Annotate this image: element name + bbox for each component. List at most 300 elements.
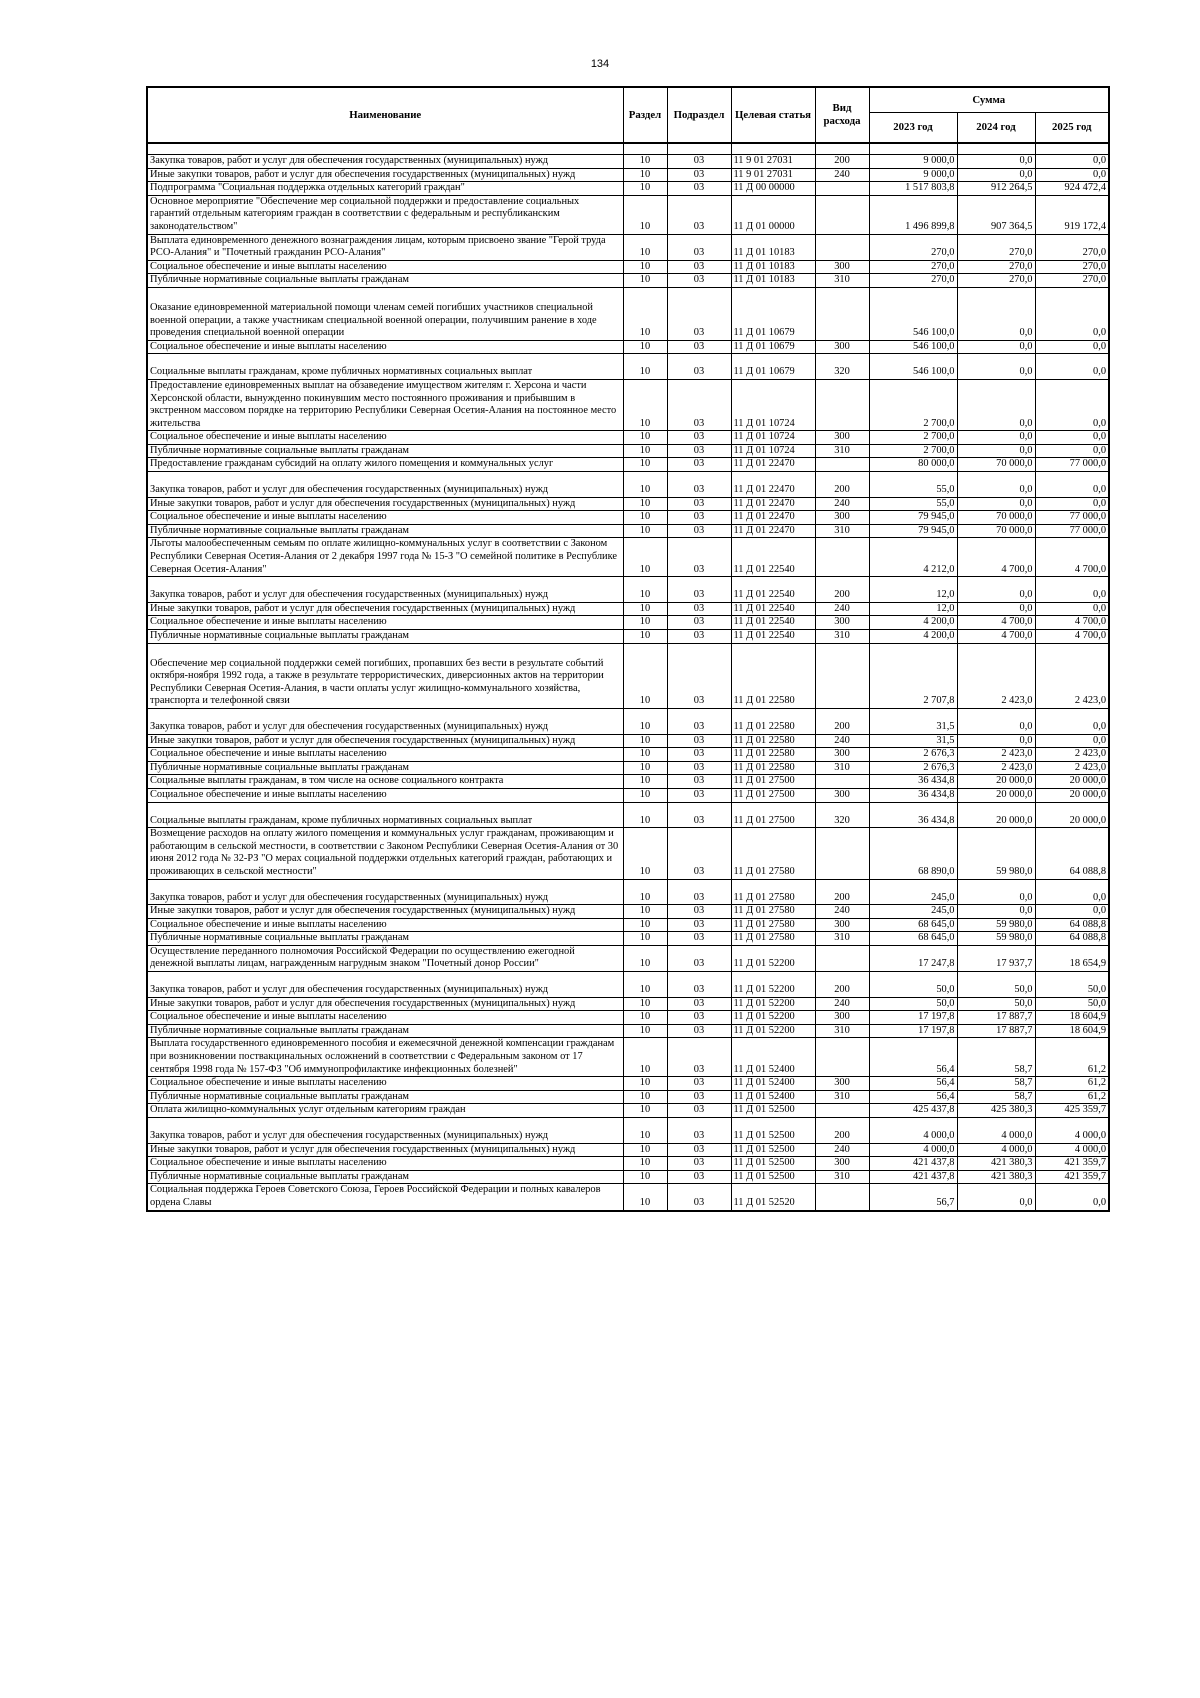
cell-target: 11 Д 01 27500	[731, 802, 815, 828]
cell-name: Иные закупки товаров, работ и услуг для обеспечения государственных (муниципальных) нужд	[147, 168, 623, 182]
cell-subsection: 03	[667, 1077, 731, 1091]
cell-expense-type: 200	[815, 472, 869, 498]
cell-2024: 59 980,0	[957, 932, 1035, 946]
cell-2023: 56,4	[869, 1038, 957, 1077]
cell-2025: 0,0	[1035, 577, 1109, 603]
cell-target: 11 Д 01 10183	[731, 234, 815, 260]
cell-target: 11 9 01 27031	[731, 168, 815, 182]
cell-section: 10	[623, 168, 667, 182]
table-row	[147, 997, 1109, 1011]
table-row	[147, 234, 1109, 260]
cell-name: Социальное обеспечение и иные выплаты населению	[147, 260, 623, 274]
cell-subsection: 03	[667, 630, 731, 644]
cell-2024: 0,0	[957, 602, 1035, 616]
cell-name: Социальные выплаты гражданам, кроме публичных нормативных социальных выплат	[147, 802, 623, 828]
cell-2025: 64 088,8	[1035, 932, 1109, 946]
cell-2025: 0,0	[1035, 1184, 1109, 1211]
cell-expense-type	[815, 1104, 869, 1118]
cell-2025: 20 000,0	[1035, 802, 1109, 828]
cell-2023: 1 496 899,8	[869, 195, 957, 234]
cell-expense-type	[815, 379, 869, 430]
cell-2024: 70 000,0	[957, 524, 1035, 538]
cell-subsection: 03	[667, 1011, 731, 1025]
cell-2024: 20 000,0	[957, 788, 1035, 802]
cell-subsection: 03	[667, 643, 731, 708]
cell-2025: 4 000,0	[1035, 1143, 1109, 1157]
cell-subsection: 03	[667, 918, 731, 932]
cell-target: 11 Д 01 10183	[731, 274, 815, 288]
cell-2025: 4 700,0	[1035, 630, 1109, 644]
cell-2024: 0,0	[957, 379, 1035, 430]
cell-subsection: 03	[667, 168, 731, 182]
header-name: Наименование	[147, 87, 623, 143]
cell-section: 10	[623, 1170, 667, 1184]
cell-2023: 425 437,8	[869, 1104, 957, 1118]
cell-section: 10	[623, 616, 667, 630]
cell-2025: 64 088,8	[1035, 918, 1109, 932]
cell-2025: 18 604,9	[1035, 1024, 1109, 1038]
cell-target: 11 Д 01 52500	[731, 1118, 815, 1144]
table-row	[147, 828, 1109, 879]
table-row	[147, 472, 1109, 498]
cell-2025: 270,0	[1035, 260, 1109, 274]
cell-2023: 2 676,3	[869, 748, 957, 762]
cell-expense-type	[815, 828, 869, 879]
cell-expense-type: 300	[815, 748, 869, 762]
cell-2024: 2 423,0	[957, 643, 1035, 708]
cell-subsection: 03	[667, 1170, 731, 1184]
cell-name: Социальные выплаты гражданам, кроме публичных нормативных социальных выплат	[147, 354, 623, 380]
cell-target: 11 Д 01 27580	[731, 828, 815, 879]
cell-target: 11 Д 01 52500	[731, 1170, 815, 1184]
cell-section: 10	[623, 274, 667, 288]
cell-2025: 77 000,0	[1035, 524, 1109, 538]
cell-2025: 0,0	[1035, 155, 1109, 169]
cell-name: Возмещение расходов на оплату жилого помещения и коммунальных услуг гражданам, проживающим и работающим в сельской местности, в соответствии с Законом Республики Северная Осетия-Алания от 30 июня 2012 года № 32-РЗ "О мерах социальной поддержки отдельных категорий граждан, работающих и проживающих в сельской местности"	[147, 828, 623, 879]
table-row	[147, 354, 1109, 380]
cell-2024: 0,0	[957, 431, 1035, 445]
cell-subsection: 03	[667, 497, 731, 511]
cell-expense-type: 320	[815, 354, 869, 380]
cell-name: Закупка товаров, работ и услуг для обеспечения государственных (муниципальных) нужд	[147, 155, 623, 169]
cell-2023: 17 197,8	[869, 1024, 957, 1038]
cell-2025: 18 604,9	[1035, 1011, 1109, 1025]
cell-section: 10	[623, 602, 667, 616]
table-row	[147, 879, 1109, 905]
cell-2024: 4 700,0	[957, 538, 1035, 577]
table-row	[147, 287, 1109, 340]
cell-section: 10	[623, 1118, 667, 1144]
cell-target: 11 Д 01 22540	[731, 602, 815, 616]
cell-target: 11 Д 01 10724	[731, 379, 815, 430]
cell-2025: 0,0	[1035, 708, 1109, 734]
cell-2023: 68 645,0	[869, 932, 957, 946]
cell-expense-type	[815, 643, 869, 708]
table-row	[147, 945, 1109, 971]
cell-2025: 20 000,0	[1035, 775, 1109, 789]
cell-2024: 20 000,0	[957, 802, 1035, 828]
cell-expense-type: 310	[815, 932, 869, 946]
cell-subsection: 03	[667, 802, 731, 828]
cell-target: 11 Д 01 52500	[731, 1104, 815, 1118]
cell-name: Закупка товаров, работ и услуг для обеспечения государственных (муниципальных) нужд	[147, 708, 623, 734]
cell-expense-type: 310	[815, 444, 869, 458]
cell-section: 10	[623, 905, 667, 919]
cell-2023: 56,7	[869, 1184, 957, 1211]
cell-target: 11 Д 01 22540	[731, 616, 815, 630]
cell-section: 10	[623, 734, 667, 748]
cell-section: 10	[623, 354, 667, 380]
cell-2023: 4 000,0	[869, 1143, 957, 1157]
cell-subsection: 03	[667, 828, 731, 879]
cell-expense-type: 310	[815, 1090, 869, 1104]
cell-2025: 2 423,0	[1035, 761, 1109, 775]
cell-section: 10	[623, 497, 667, 511]
cell-subsection: 03	[667, 879, 731, 905]
cell-section: 10	[623, 918, 667, 932]
cell-name: Льготы малообеспеченным семьям по оплате жилищно-коммунальных услуг в соответствии с Законом Республики Северная Осетия-Алания от 2 декабря 1997 года № 15-З "О семейной политике в Республике Северная Осетия-Алания"	[147, 538, 623, 577]
cell-name: Основное мероприятие "Обеспечение мер социальной поддержки и предоставление социальных гарантий отдельным категориям граждан в соответствии с федеральным и республиканским законодательством"	[147, 195, 623, 234]
cell-2024: 4 700,0	[957, 630, 1035, 644]
cell-2025: 0,0	[1035, 472, 1109, 498]
cell-2023: 546 100,0	[869, 340, 957, 354]
cell-target: 11 Д 01 52200	[731, 972, 815, 998]
cell-name: Публичные нормативные социальные выплаты гражданам	[147, 524, 623, 538]
cell-subsection: 03	[667, 905, 731, 919]
cell-subsection: 03	[667, 444, 731, 458]
cell-2024: 0,0	[957, 472, 1035, 498]
cell-expense-type	[815, 234, 869, 260]
cell-name: Социальные выплаты гражданам, в том числе на основе социального контракта	[147, 775, 623, 789]
cell-name: Иные закупки товаров, работ и услуг для обеспечения государственных (муниципальных) нужд	[147, 602, 623, 616]
table-row	[147, 1184, 1109, 1211]
table-row	[147, 431, 1109, 445]
cell-2024: 270,0	[957, 274, 1035, 288]
cell-2023: 55,0	[869, 497, 957, 511]
cell-2023: 2 676,3	[869, 761, 957, 775]
cell-2024: 17 887,7	[957, 1011, 1035, 1025]
cell-section: 10	[623, 1143, 667, 1157]
cell-subsection: 03	[667, 195, 731, 234]
table-row	[147, 155, 1109, 169]
cell-2024: 0,0	[957, 734, 1035, 748]
cell-name: Закупка товаров, работ и услуг для обеспечения государственных (муниципальных) нужд	[147, 1118, 623, 1144]
cell-2025: 0,0	[1035, 340, 1109, 354]
cell-subsection: 03	[667, 538, 731, 577]
header-2024: 2024 год	[957, 113, 1035, 143]
cell-2024: 59 980,0	[957, 828, 1035, 879]
table-row	[147, 497, 1109, 511]
table-row	[147, 182, 1109, 196]
cell-target: 11 Д 01 52400	[731, 1038, 815, 1077]
cell-2025: 50,0	[1035, 972, 1109, 998]
cell-2025: 0,0	[1035, 905, 1109, 919]
cell-subsection: 03	[667, 577, 731, 603]
cell-section: 10	[623, 828, 667, 879]
cell-section: 10	[623, 1024, 667, 1038]
cell-section: 10	[623, 472, 667, 498]
cell-section: 10	[623, 195, 667, 234]
table-header	[147, 87, 1109, 143]
cell-target: 11 Д 01 22580	[731, 708, 815, 734]
cell-name: Предоставление единовременных выплат на обзаведение имуществом жителям г. Херсона и части Херсонской области, вынужденно покинувшим место постоянного проживания и прибывшим в экстренном массовом порядке на территорию Республики Северная Осетия-Алания на постоянное место жительства	[147, 379, 623, 430]
cell-2024: 2 423,0	[957, 761, 1035, 775]
cell-subsection: 03	[667, 1024, 731, 1038]
table-row	[147, 905, 1109, 919]
cell-2023: 546 100,0	[869, 287, 957, 340]
cell-target: 11 Д 01 22470	[731, 458, 815, 472]
cell-expense-type: 300	[815, 340, 869, 354]
cell-2023: 56,4	[869, 1077, 957, 1091]
cell-expense-type	[815, 458, 869, 472]
cell-expense-type: 300	[815, 1157, 869, 1171]
cell-section: 10	[623, 708, 667, 734]
cell-target: 11 Д 01 27580	[731, 879, 815, 905]
cell-2024: 0,0	[957, 1184, 1035, 1211]
cell-subsection: 03	[667, 511, 731, 525]
cell-section: 10	[623, 182, 667, 196]
cell-2024: 0,0	[957, 497, 1035, 511]
cell-2024: 0,0	[957, 354, 1035, 380]
cell-2023: 36 434,8	[869, 788, 957, 802]
cell-2024: 50,0	[957, 997, 1035, 1011]
table-row	[147, 458, 1109, 472]
cell-expense-type	[815, 1038, 869, 1077]
header-section: Раздел	[623, 87, 667, 143]
cell-expense-type: 310	[815, 630, 869, 644]
cell-subsection: 03	[667, 260, 731, 274]
cell-2024: 4 700,0	[957, 616, 1035, 630]
cell-2024: 0,0	[957, 905, 1035, 919]
cell-2023: 31,5	[869, 734, 957, 748]
cell-target: 11 Д 01 27500	[731, 775, 815, 789]
cell-2025: 0,0	[1035, 444, 1109, 458]
cell-2025: 77 000,0	[1035, 458, 1109, 472]
cell-expense-type	[815, 538, 869, 577]
table-row	[147, 1011, 1109, 1025]
cell-2025: 924 472,4	[1035, 182, 1109, 196]
table-row	[147, 748, 1109, 762]
cell-2025: 0,0	[1035, 497, 1109, 511]
cell-name: Публичные нормативные социальные выплаты гражданам	[147, 444, 623, 458]
cell-subsection: 03	[667, 379, 731, 430]
cell-name: Выплата государственного единовременного пособия и ежемесячной денежной компенсации гражданам при возникновении поствакцинальных осложнений в соответствии с Федеральным законом от 17 сентября 1998 года № 157-ФЗ "Об иммунопрофилактике инфекционных болезней"	[147, 1038, 623, 1077]
cell-name: Оплата жилищно-коммунальных услуг отдельным категориям граждан	[147, 1104, 623, 1118]
table-row	[147, 1024, 1109, 1038]
cell-2023: 55,0	[869, 472, 957, 498]
cell-2025: 77 000,0	[1035, 511, 1109, 525]
table-row	[147, 1170, 1109, 1184]
cell-2024: 0,0	[957, 879, 1035, 905]
cell-section: 10	[623, 748, 667, 762]
cell-name: Публичные нормативные социальные выплаты гражданам	[147, 630, 623, 644]
cell-2024: 58,7	[957, 1077, 1035, 1091]
cell-subsection: 03	[667, 775, 731, 789]
cell-target: 11 Д 00 00000	[731, 182, 815, 196]
cell-2023: 50,0	[869, 972, 957, 998]
cell-expense-type: 310	[815, 1170, 869, 1184]
cell-2023: 2 707,8	[869, 643, 957, 708]
cell-subsection: 03	[667, 788, 731, 802]
cell-expense-type: 200	[815, 972, 869, 998]
cell-2023: 2 700,0	[869, 444, 957, 458]
cell-2024: 421 380,3	[957, 1170, 1035, 1184]
cell-target: 11 Д 01 00000	[731, 195, 815, 234]
cell-expense-type: 200	[815, 155, 869, 169]
cell-expense-type: 300	[815, 788, 869, 802]
cell-target: 11 Д 01 27580	[731, 905, 815, 919]
header-2023: 2023 год	[869, 113, 957, 143]
cell-expense-type: 300	[815, 918, 869, 932]
cell-expense-type: 300	[815, 511, 869, 525]
table-row	[147, 788, 1109, 802]
cell-target: 11 Д 01 22540	[731, 577, 815, 603]
cell-name: Публичные нормативные социальные выплаты гражданам	[147, 761, 623, 775]
cell-name: Иные закупки товаров, работ и услуг для обеспечения государственных (муниципальных) нужд	[147, 1143, 623, 1157]
cell-name: Осуществление переданного полномочия Российской Федерации по осуществлению ежегодной денежной выплаты лицам, награжденным нагрудным знаком "Почетный донор России"	[147, 945, 623, 971]
cell-2024: 59 980,0	[957, 918, 1035, 932]
cell-2023: 2 700,0	[869, 379, 957, 430]
cell-section: 10	[623, 1104, 667, 1118]
cell-2025: 270,0	[1035, 234, 1109, 260]
cell-2025: 2 423,0	[1035, 748, 1109, 762]
cell-section: 10	[623, 972, 667, 998]
cell-target: 11 Д 01 22580	[731, 761, 815, 775]
cell-2025: 4 000,0	[1035, 1118, 1109, 1144]
cell-section: 10	[623, 1038, 667, 1077]
cell-expense-type: 310	[815, 761, 869, 775]
cell-2023: 17 197,8	[869, 1011, 957, 1025]
header-subsection: Подраздел	[667, 87, 731, 143]
cell-name: Закупка товаров, работ и услуг для обеспечения государственных (муниципальных) нужд	[147, 472, 623, 498]
cell-expense-type: 240	[815, 168, 869, 182]
cell-name: Закупка товаров, работ и услуг для обеспечения государственных (муниципальных) нужд	[147, 879, 623, 905]
cell-section: 10	[623, 155, 667, 169]
cell-target: 11 Д 01 27500	[731, 788, 815, 802]
cell-expense-type: 240	[815, 602, 869, 616]
cell-2024: 20 000,0	[957, 775, 1035, 789]
cell-target: 11 Д 01 22580	[731, 734, 815, 748]
cell-section: 10	[623, 577, 667, 603]
cell-2024: 0,0	[957, 444, 1035, 458]
cell-2025: 919 172,4	[1035, 195, 1109, 234]
table-row	[147, 602, 1109, 616]
cell-name: Закупка товаров, работ и услуг для обеспечения государственных (муниципальных) нужд	[147, 577, 623, 603]
table-row	[147, 168, 1109, 182]
cell-2024: 70 000,0	[957, 511, 1035, 525]
cell-section: 10	[623, 260, 667, 274]
cell-expense-type: 240	[815, 497, 869, 511]
table-row	[147, 1090, 1109, 1104]
cell-2023: 50,0	[869, 997, 957, 1011]
cell-expense-type: 200	[815, 577, 869, 603]
cell-expense-type: 310	[815, 524, 869, 538]
cell-subsection: 03	[667, 1184, 731, 1211]
cell-target: 11 Д 01 52200	[731, 1011, 815, 1025]
cell-subsection: 03	[667, 748, 731, 762]
cell-section: 10	[623, 511, 667, 525]
cell-expense-type: 310	[815, 1024, 869, 1038]
cell-subsection: 03	[667, 972, 731, 998]
cell-2025: 50,0	[1035, 997, 1109, 1011]
table-row	[147, 379, 1109, 430]
cell-name: Социальное обеспечение и иные выплаты населению	[147, 918, 623, 932]
cell-2023: 79 945,0	[869, 511, 957, 525]
cell-target: 11 Д 01 10724	[731, 444, 815, 458]
cell-2025: 270,0	[1035, 274, 1109, 288]
cell-2023: 4 000,0	[869, 1118, 957, 1144]
cell-name: Социальное обеспечение и иные выплаты населению	[147, 1077, 623, 1091]
cell-2025: 61,2	[1035, 1077, 1109, 1091]
cell-expense-type: 200	[815, 879, 869, 905]
cell-name: Социальное обеспечение и иные выплаты населению	[147, 1157, 623, 1171]
cell-subsection: 03	[667, 1104, 731, 1118]
cell-name: Закупка товаров, работ и услуг для обеспечения государственных (муниципальных) нужд	[147, 972, 623, 998]
cell-2024: 0,0	[957, 577, 1035, 603]
cell-expense-type: 240	[815, 1143, 869, 1157]
cell-2025: 4 700,0	[1035, 538, 1109, 577]
table-row	[147, 802, 1109, 828]
cell-section: 10	[623, 997, 667, 1011]
cell-name: Иные закупки товаров, работ и услуг для обеспечения государственных (муниципальных) нужд	[147, 497, 623, 511]
cell-subsection: 03	[667, 1118, 731, 1144]
cell-expense-type: 240	[815, 905, 869, 919]
cell-section: 10	[623, 1090, 667, 1104]
cell-expense-type: 240	[815, 997, 869, 1011]
cell-expense-type	[815, 195, 869, 234]
table-row	[147, 630, 1109, 644]
cell-name: Публичные нормативные социальные выплаты гражданам	[147, 274, 623, 288]
cell-2024: 0,0	[957, 287, 1035, 340]
cell-name: Социальное обеспечение и иные выплаты населению	[147, 616, 623, 630]
cell-subsection: 03	[667, 1038, 731, 1077]
cell-name: Публичные нормативные социальные выплаты гражданам	[147, 932, 623, 946]
cell-2024: 0,0	[957, 340, 1035, 354]
cell-subsection: 03	[667, 602, 731, 616]
cell-2023: 12,0	[869, 577, 957, 603]
cell-subsection: 03	[667, 734, 731, 748]
cell-section: 10	[623, 802, 667, 828]
table-row	[147, 708, 1109, 734]
cell-name: Обеспечение мер социальной поддержки семей погибших, пропавших без вести в результате событий октября-ноября 1992 года, а также в результате террористических, диверсионных актов на территории Республики Северная Осетия-Алания, в части оплаты услуг жилищно-коммунального хозяйства, транспорта и телефонной связи	[147, 643, 623, 708]
cell-subsection: 03	[667, 354, 731, 380]
table-row	[147, 1143, 1109, 1157]
cell-2023: 2 700,0	[869, 431, 957, 445]
cell-name: Иные закупки товаров, работ и услуг для обеспечения государственных (муниципальных) нужд	[147, 905, 623, 919]
cell-name: Иные закупки товаров, работ и услуг для обеспечения государственных (муниципальных) нужд	[147, 997, 623, 1011]
budget-table	[146, 86, 1110, 1212]
cell-section: 10	[623, 643, 667, 708]
cell-target: 11 Д 01 22470	[731, 472, 815, 498]
cell-name: Социальное обеспечение и иные выплаты населению	[147, 788, 623, 802]
cell-expense-type: 300	[815, 431, 869, 445]
cell-2023: 4 212,0	[869, 538, 957, 577]
cell-2023: 546 100,0	[869, 354, 957, 380]
cell-2025: 0,0	[1035, 379, 1109, 430]
cell-2025: 0,0	[1035, 168, 1109, 182]
cell-subsection: 03	[667, 932, 731, 946]
table-row	[147, 616, 1109, 630]
cell-name: Социальное обеспечение и иные выплаты населению	[147, 431, 623, 445]
cell-expense-type: 300	[815, 616, 869, 630]
cell-subsection: 03	[667, 708, 731, 734]
cell-2023: 421 437,8	[869, 1157, 957, 1171]
cell-subsection: 03	[667, 1143, 731, 1157]
cell-section: 10	[623, 287, 667, 340]
cell-subsection: 03	[667, 1090, 731, 1104]
cell-target: 11 Д 01 52500	[731, 1157, 815, 1171]
cell-target: 11 Д 01 27580	[731, 932, 815, 946]
